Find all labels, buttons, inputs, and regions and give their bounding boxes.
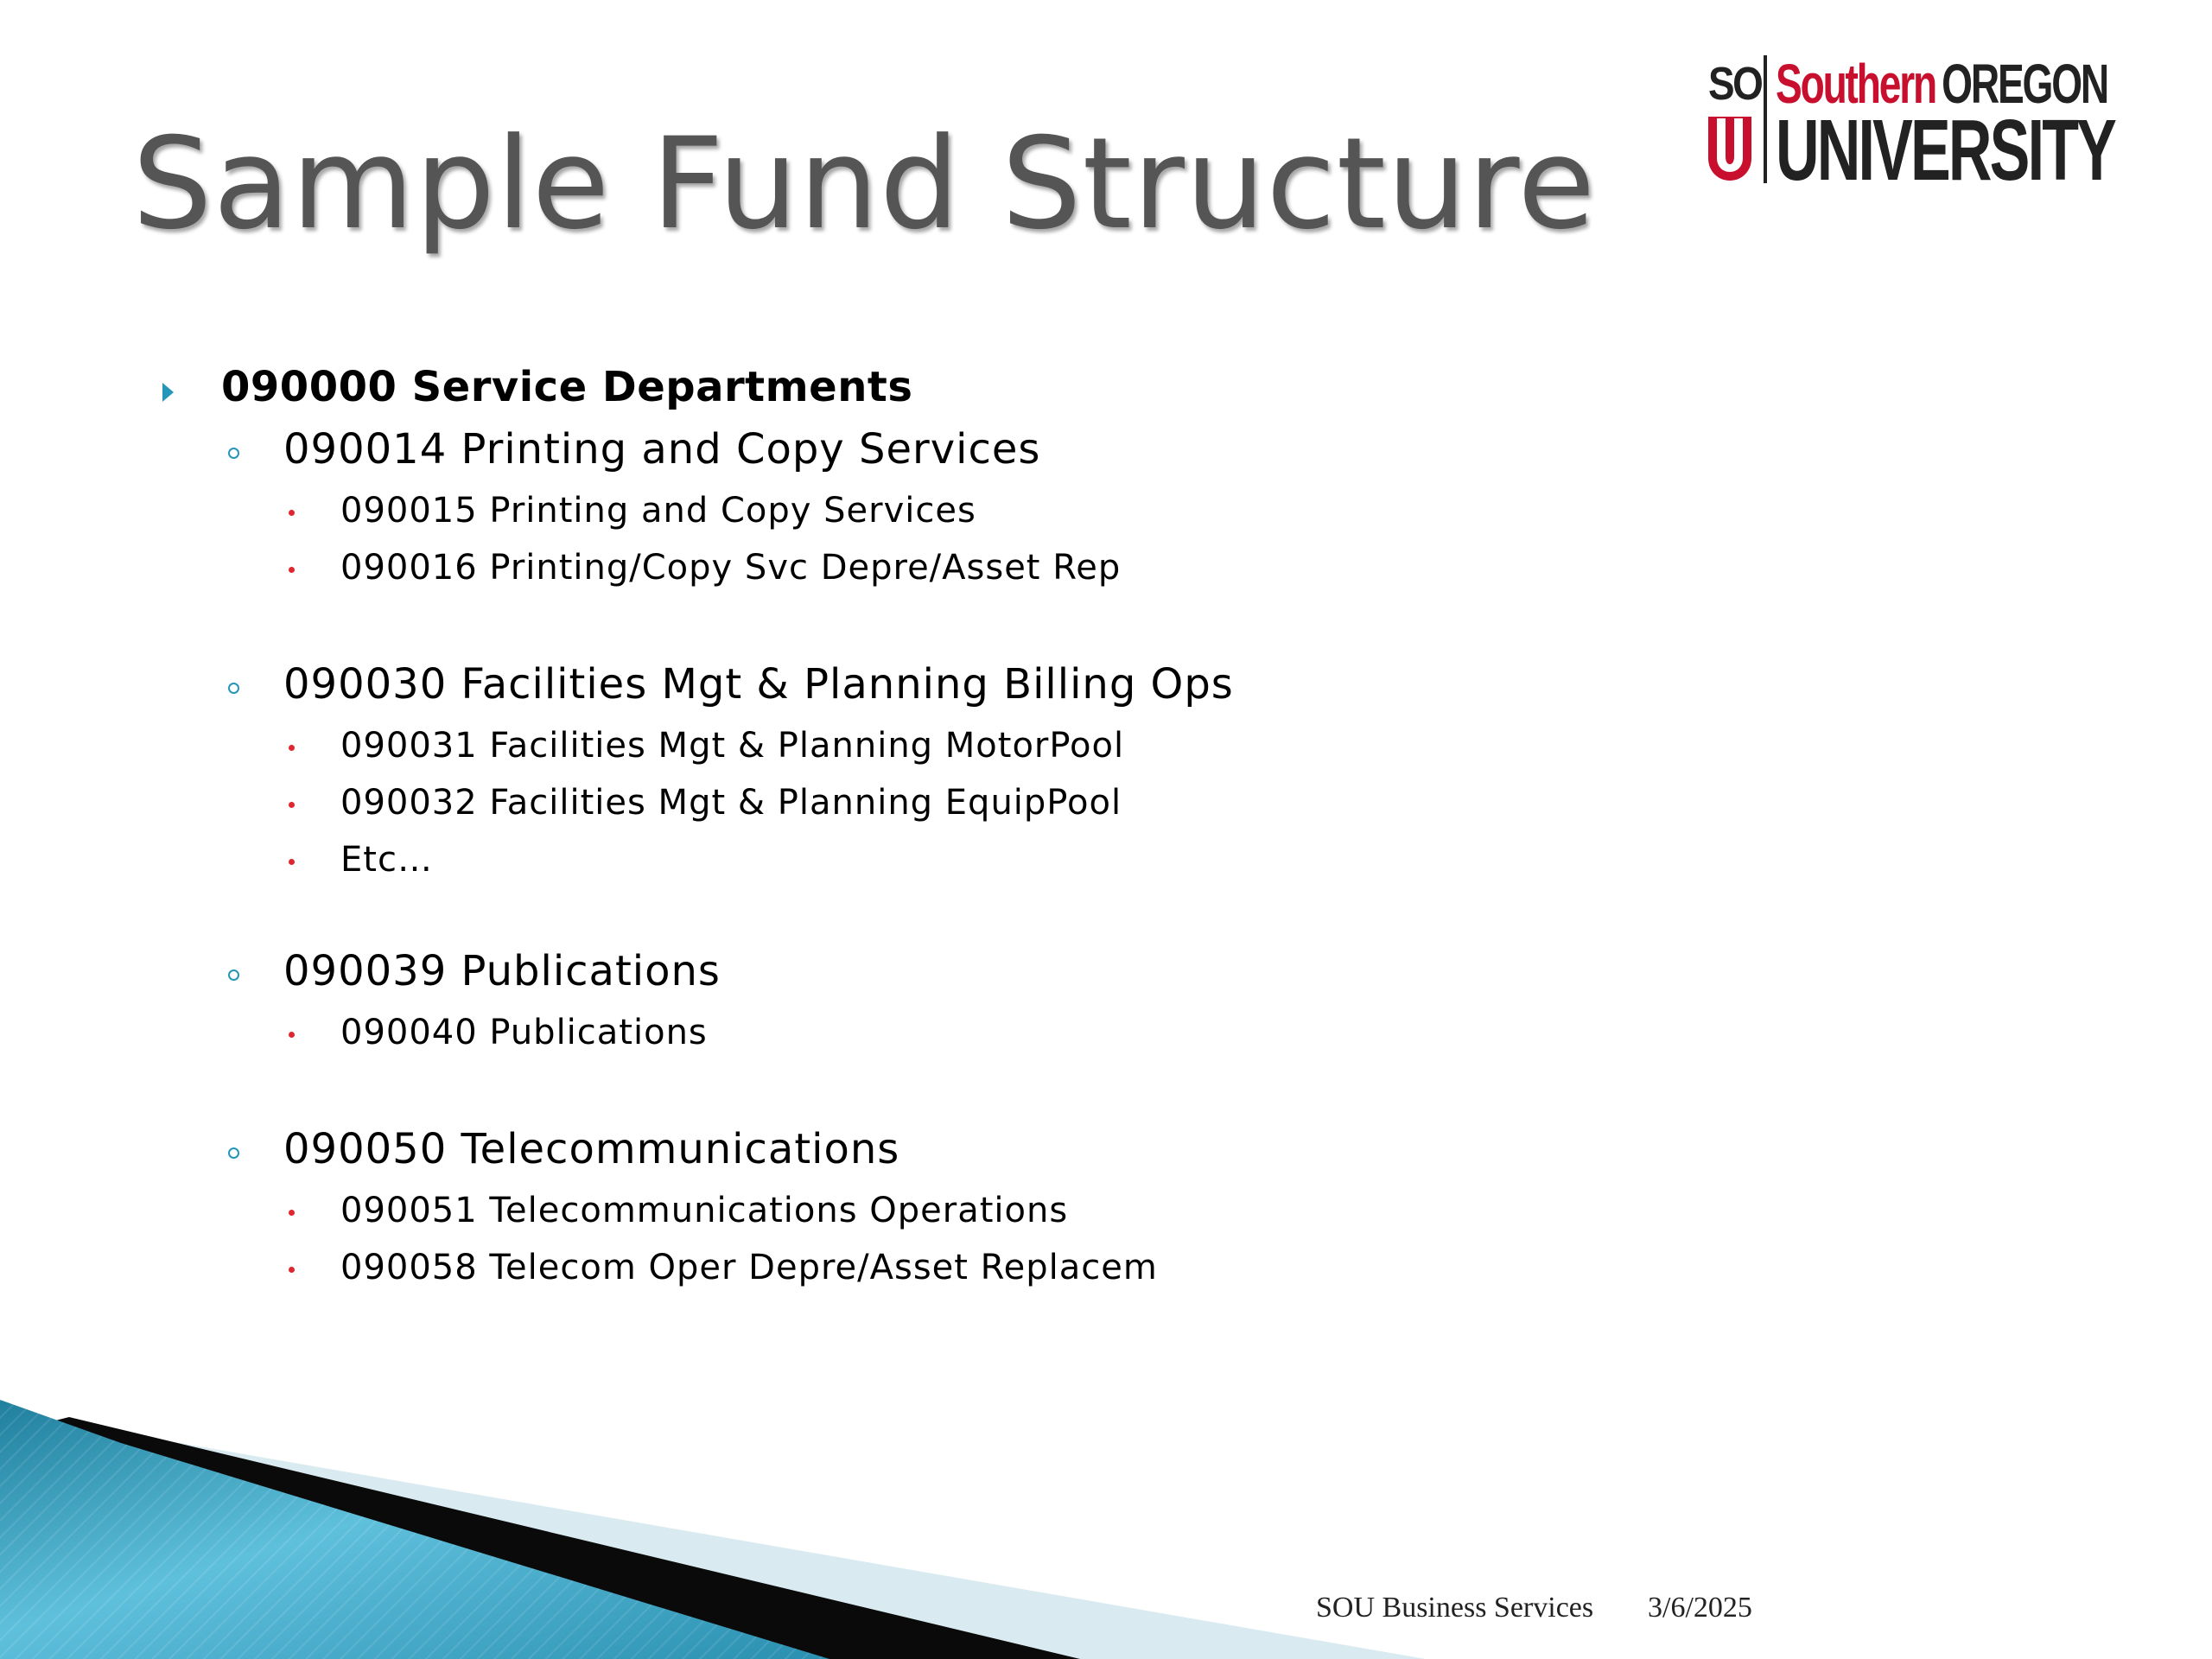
footer-organization: SOU Business Services bbox=[1316, 1592, 1594, 1624]
dot-bullet-icon bbox=[289, 802, 295, 808]
outline-item-text: Etc… bbox=[340, 840, 433, 880]
outline-item-text: 090058 Telecom Oper Depre/Asset Replacem bbox=[340, 1248, 1158, 1287]
outline-item-text: 090039 Publications bbox=[283, 947, 721, 995]
circle-bullet-icon bbox=[228, 969, 239, 981]
logo-southern-text: Southern bbox=[1776, 53, 1936, 115]
circle-bullet-icon bbox=[228, 448, 239, 459]
outline-item-level3 bbox=[289, 1248, 1158, 1300]
dot-bullet-icon bbox=[289, 567, 295, 573]
outline-item-level2 bbox=[228, 660, 1234, 721]
logo-mark-so: SO bbox=[1708, 58, 1762, 110]
arrow-bullet-icon bbox=[162, 383, 174, 402]
outline-item-text: 090014 Printing and Copy Services bbox=[283, 425, 1041, 474]
circle-bullet-icon bbox=[228, 1147, 239, 1159]
outline-item-text: 090032 Facilities Mgt & Planning EquipPool bbox=[340, 783, 1122, 823]
dot-bullet-icon bbox=[289, 745, 295, 751]
outline-item-level1 bbox=[162, 363, 912, 423]
outline-item-level3 bbox=[289, 840, 433, 892]
dot-bullet-icon bbox=[289, 510, 295, 516]
logo-university-text: UNIVERSITY bbox=[1776, 102, 2115, 199]
outline-item-level3 bbox=[289, 1191, 1068, 1243]
dot-bullet-icon bbox=[289, 1267, 295, 1273]
outline-item-text: 090050 Telecommunications bbox=[283, 1125, 900, 1173]
slide-title: Sample Fund Structure bbox=[132, 111, 1597, 257]
logo-oregon-text: OREGON bbox=[1942, 53, 2108, 115]
outline-item-text: 090015 Printing and Copy Services bbox=[340, 491, 976, 531]
outline-item-text: 090000 Service Departments bbox=[221, 363, 913, 411]
outline-item-level2 bbox=[228, 1125, 899, 1185]
outline-item-text: 090030 Facilities Mgt & Planning Billing Ops bbox=[283, 660, 1234, 709]
outline-item-level3 bbox=[289, 726, 1124, 778]
outline-item-level2 bbox=[228, 425, 1040, 486]
outline-item-level3 bbox=[289, 1013, 708, 1065]
dot-bullet-icon bbox=[289, 859, 295, 865]
outline-item-level3 bbox=[289, 548, 1121, 600]
outline-item-text: 090051 Telecommunications Operations bbox=[340, 1191, 1069, 1230]
outline-item-level3 bbox=[289, 491, 976, 543]
outline-item-text: 090016 Printing/Copy Svc Depre/Asset Rep bbox=[340, 548, 1122, 588]
outline-item-level3 bbox=[289, 783, 1122, 835]
footer-wave-decoration bbox=[0, 1382, 2212, 1659]
outline-item-text: 090031 Facilities Mgt & Planning MotorPool bbox=[340, 726, 1125, 766]
outline-item-text: 090040 Publications bbox=[340, 1013, 708, 1052]
dot-bullet-icon bbox=[289, 1032, 295, 1038]
footer-date: 3/6/2025 bbox=[1648, 1592, 1752, 1624]
circle-bullet-icon bbox=[228, 683, 239, 694]
outline-item-level2 bbox=[228, 947, 721, 1007]
dot-bullet-icon bbox=[289, 1210, 295, 1216]
